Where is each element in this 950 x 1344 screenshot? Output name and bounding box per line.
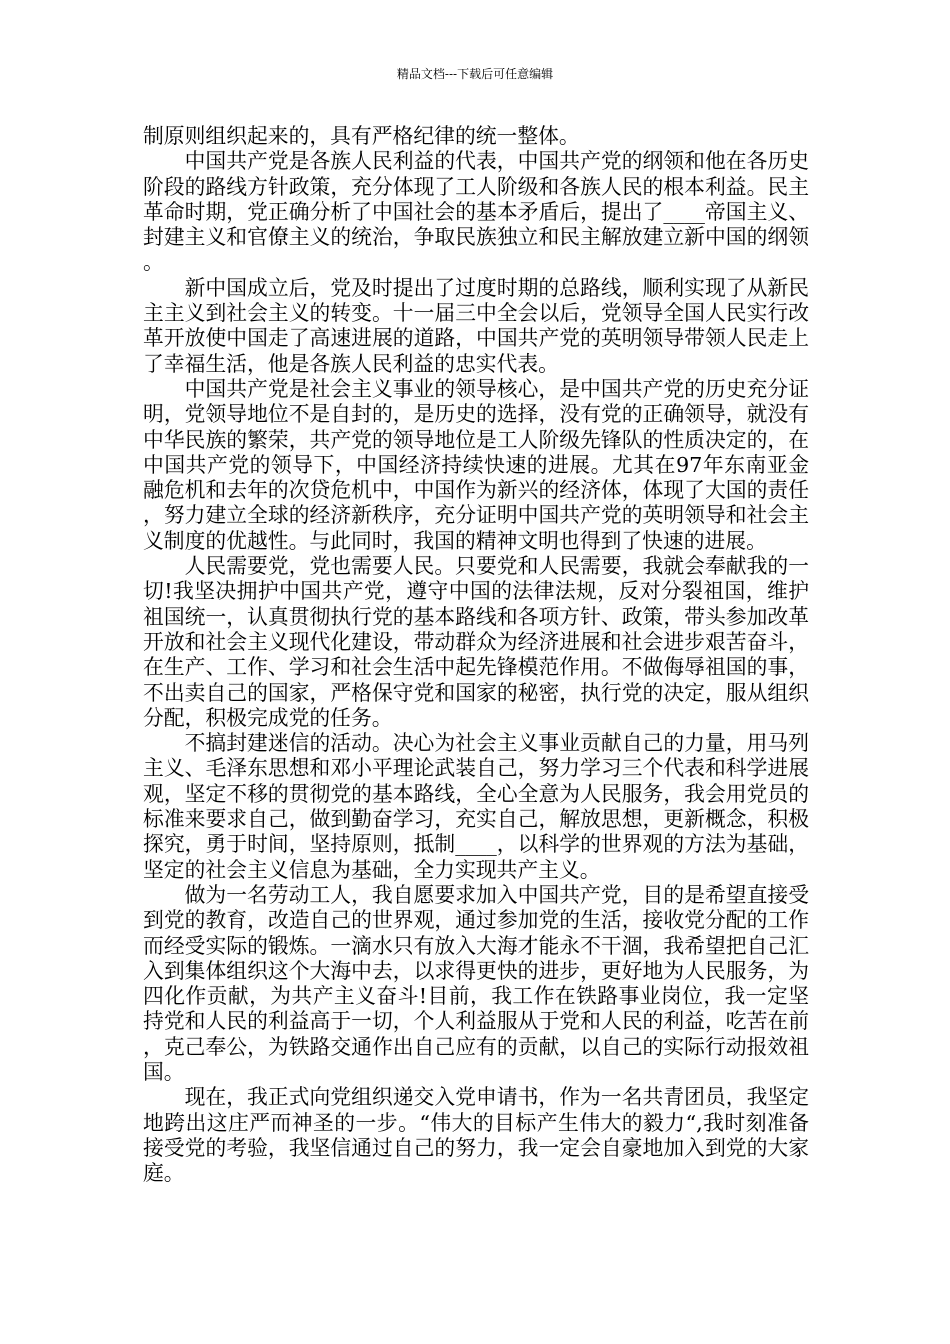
paragraph-3: 新中国成立后，党及时提出了过度时期的总路线，顺利实现了从新民主主义到社会主义的转变。十一届三中全会以后，党领导全国人民实行改革开放使中国走了高速进展的道路，中国共产党的英明领导带领人民走上了幸福生活，他是各族人民利益的忠实代表。 — [143, 275, 809, 376]
paragraph-8: 现在，我正式向党组织递交入党申请书，作为一名共青团员，我坚定地跨出这庄严而神圣的一步。“伟大的目标产生伟大的毅力“,我时刻准备接受党的考验，我坚信通过自己的努力，我一定会自豪地加入到党的大家庭。 — [143, 1085, 809, 1186]
document-body — [143, 124, 809, 1186]
page-header: 精品文档---下载后可任意编辑 — [396, 67, 554, 81]
paragraph-5: 人民需要党，党也需要人民。只要党和人民需要，我就会奉献我的一切!我坚决拥护中国共产党，遵守中国的法律法规，反对分裂祖国，维护祖国统一，认真贯彻执行党的基本路线和各项方针、政策，带头参加改革开放和社会主义现代化建设，带动群众为经济进展和社会进步艰苦奋斗，在生产、工作、学习和社会生活中起先锋模范作用。不做侮辱祖国的事，不出卖自己的国家，严格保守党和国家的秘密，执行党的决定，服从组织分配，积极完成党的任务。 — [143, 554, 809, 730]
paragraph-4: 中国共产党是社会主义事业的领导核心，是中国共产党的历史充分证明，党领导地位不是自封的，是历史的选择，没有党的正确领导，就没有中华民族的繁荣，共产党的领导地位是工人阶级先锋队的性质决定的，在中国共产党的领导下，中国经济持续快速的进展。尤其在97年东南亚金融危机和去年的次贷危机中，中国作为新兴的经济体，体现了大国的责任，努力建立全球的经济新秩序，充分证明中国共产党的英明领导和社会主义制度的优越性。与此同时，我国的精神文明也得到了快速的进展。 — [143, 376, 809, 553]
paragraph-7: 做为一名劳动工人，我自愿要求加入中国共产党，目的是希望直接受到党的教育，改造自己的世界观，通过参加党的生活，接收党分配的工作而经受实际的锻炼。一滴水只有放入大海才能永不干涸，我希望把自己汇入到集体组织这个大海中去，以求得更快的进步，更好地为人民服务，为四化作贡献，为共产主义奋斗!目前，我工作在铁路事业岗位，我一定坚持党和人民的利益高于一切，个人利益服从于党和人民的利益，吃苦在前，克己奉公，为铁路交通作出自己应有的贡献，以自己的实际行动报效祖国。 — [143, 882, 809, 1084]
paragraph-2: 中国共产党是各族人民利益的代表，中国共产党的纲领和他在各历史阶段的路线方针政策，充分体现了工人阶级和各族人民的根本利益。民主革命时期，党正确分析了中国社会的基本矛盾后，提出了____帝国主义、封建主义和官僚主义的统治，争取民族独立和民主解放建立新中国的纲领。 — [143, 149, 809, 275]
paragraph-6: 不搞封建迷信的活动。决心为社会主义事业贡献自己的力量，用马列主义、毛泽东思想和邓小平理论武装自己，努力学习三个代表和科学进展观，坚定不移的贯彻党的基本路线，全心全意为人民服务，我会用党员的标准来要求自己，做到勤奋学习，充实自己，解放思想，更新概念，积极探究，勇于时间，坚持原则，抵制____，以科学的世界观的方法为基础，坚定的社会主义信息为基础，全力实现共产主义。 — [143, 731, 809, 882]
paragraph-1: 制原则组织起来的，具有严格纪律的统一整体。 — [143, 124, 580, 148]
